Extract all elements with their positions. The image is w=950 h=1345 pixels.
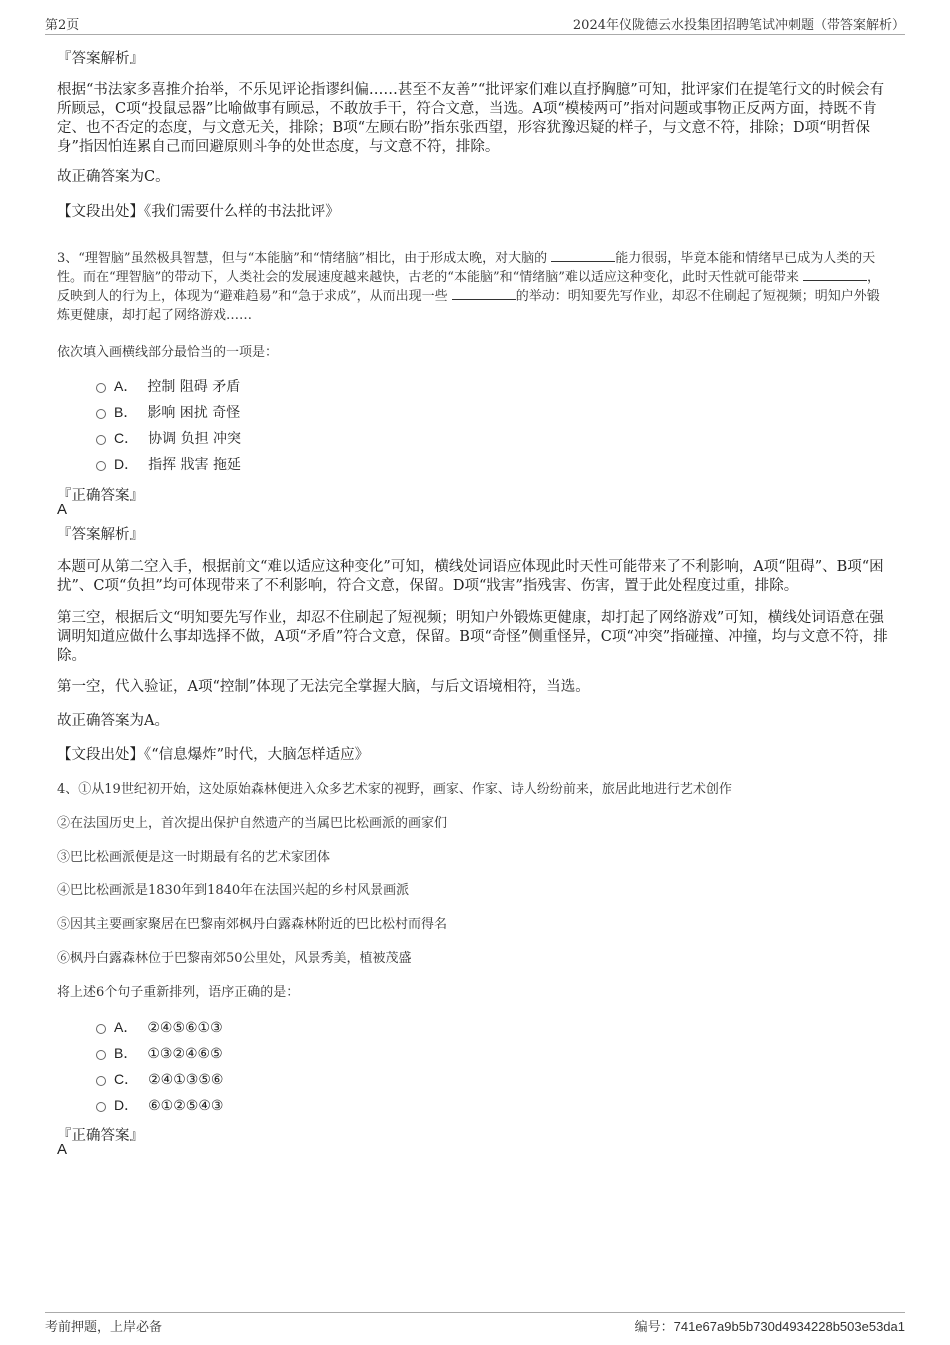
q3-analysis-p2: 第三空，根据后文“明知要先写作业，却忍不住刷起了短视频；明知户外锻炼更健康，却打起了网络游戏”可知，横线处词语意在强调明知道应做什么事却选择不做，A项“矛盾”符合文意，保留。B项“奇怪”侧重怪异，C项“冲突”指碰撞、冲撞，均与文意不符，排除。 xyxy=(57,610,888,664)
radio-icon[interactable] xyxy=(96,383,106,393)
q4-sentence-3: ③巴比松画派便是这一时期最有名的艺术家团体 xyxy=(57,850,331,865)
footer-code-label: 编号： xyxy=(634,1320,674,1335)
q3-source: 【文段出处】《“信息爆炸”时代，大脑怎样适应》 xyxy=(57,747,370,763)
q2-conclusion: 故正确答案为C。 xyxy=(57,169,170,185)
page-number: 第2页 xyxy=(45,18,80,33)
q3-stem-part-a: 3、“理智脑”虽然极具智慧，但与“本能脑”和“情绪脑”相比，由于形成太晚，对大脑的 xyxy=(57,251,548,266)
document-title: 2024年仪陇德云水投集团招聘笔试冲刺题（带答案解析） xyxy=(572,18,905,33)
q4-prompt: 将上述6个句子重新排列，语序正确的是： xyxy=(57,985,300,1000)
q4-option-b[interactable]: B． ①③②④⑥⑤ xyxy=(96,1044,223,1063)
footer-slogan: 考前押题，上岸必备 xyxy=(45,1320,163,1335)
q4-option-a[interactable]: A． ②④⑤⑥①③ xyxy=(96,1018,223,1037)
radio-icon[interactable] xyxy=(96,435,106,445)
q3-stem-part-c: ，反映到人的行为上，体现为“避难趋易”和“急于求成”，从而出现一些 xyxy=(57,270,881,304)
q2-analysis-label: 『答案解析』 xyxy=(57,51,144,67)
q3-blank-1 xyxy=(551,249,615,262)
q3-option-a[interactable]: A． 控制 阻碍 矛盾 xyxy=(96,377,240,396)
radio-icon[interactable] xyxy=(96,1050,106,1060)
q3-option-d[interactable]: D． 指挥 戕害 拖延 xyxy=(96,455,241,474)
q3-answer: A xyxy=(57,501,68,518)
q3-analysis-label: 『答案解析』 xyxy=(57,527,144,543)
q4-sentence-2: ②在法国历史上，首次提出保护自然遗产的当属巴比松画派的画家们 xyxy=(57,816,448,831)
radio-icon[interactable] xyxy=(96,1076,106,1086)
q3-option-b[interactable]: B． 影响 困扰 奇怪 xyxy=(96,403,240,422)
radio-icon[interactable] xyxy=(96,461,106,471)
q3-blank-3 xyxy=(452,287,516,300)
q3-analysis-p1: 本题可从第二空入手，根据前文“难以适应这种变化”可知，横线处词语应体现此时天性可能带来了不利影响，A项“阻碍”、B项“困扰”、C项“负担”均可体现带来了不利影响，符合文意，保留。D项“戕害”指残害、伤害，置于此处程度过重，排除。 xyxy=(57,559,884,594)
q4-answer: A xyxy=(57,1141,68,1158)
q4-sentence-4: ④巴比松画派是1830年到1840年在法国兴起的乡村风景画派 xyxy=(57,883,410,898)
q4-sentence-6: ⑥枫丹白露森林位于巴黎南郊50公里处，风景秀美，植被茂盛 xyxy=(57,951,412,966)
radio-icon[interactable] xyxy=(96,409,106,419)
footer-code-value: 741e67a9b5b730d4934228b503e53da1 xyxy=(673,1319,905,1334)
q3-answer-label: 『正确答案』 xyxy=(57,488,144,504)
q3-blank-2 xyxy=(803,268,867,281)
q2-source: 【文段出处】《我们需要什么样的书法批评》 xyxy=(57,204,340,220)
q3-analysis-p3: 第一空，代入验证，A项“控制”体现了无法完全掌握大脑，与后文语境相符，当选。 xyxy=(57,679,590,695)
q4-answer-label: 『正确答案』 xyxy=(57,1128,144,1144)
q4-option-c[interactable]: C． ②④①③⑤⑥ xyxy=(96,1070,223,1089)
q3-stem xyxy=(57,249,892,325)
footer-code xyxy=(635,1316,905,1335)
q3-stem-part-b: 能力很弱，毕竟本能和情绪早已成为人类的天性。而在“理智脑”的带动下，人类社会的发展速度越来越快，古老的“本能脑”和“情绪脑”难以适应这种变化，此时天性就可能带来 xyxy=(57,251,876,285)
radio-icon[interactable] xyxy=(96,1024,106,1034)
q3-stem-part-d: 的举动：明知要先写作业，却忍不住刷起了短视频；明知户外锻炼更健康，却打起了网络游戏…… xyxy=(57,289,880,323)
q3-conclusion: 故正确答案为A。 xyxy=(57,713,169,729)
q3-prompt: 依次填入画横线部分最恰当的一项是： xyxy=(57,345,279,360)
q4-sentence-1: 4、①从19世纪初开始，这处原始森林便进入众多艺术家的视野，画家、作家、诗人纷纷前来，旅居此地进行艺术创作 xyxy=(57,782,732,797)
q4-option-d[interactable]: D． ⑥①②⑤④③ xyxy=(96,1096,223,1115)
q3-option-c[interactable]: C． 协调 负担 冲突 xyxy=(96,429,241,448)
page-footer xyxy=(45,1312,905,1335)
radio-icon[interactable] xyxy=(96,1102,106,1112)
q4-sentence-5: ⑤因其主要画家聚居在巴黎南郊枫丹白露森林附近的巴比松村而得名 xyxy=(57,917,448,932)
q2-analysis-text: 根据“书法家多喜推介抬举，不乐见评论指谬纠偏……甚至不友善”“批评家们难以直抒胸臆”可知，批评家们在提笔行文的时候会有所顾忌，C项“投鼠忌器”比喻做事有顾忌，不敢放手干，符合文意，当选。A项“模棱两可”指对问题或事物正反两方面，持既不肯定、也不否定的态度，与文意无关，排除；B项“左顾右盼”指东张西望，形容犹豫迟疑的样子，与文意不符，排除；D项“明哲保身”指因怕连累自己而回避原则斗争的处世态度，与文意不符，排除。 xyxy=(57,82,885,155)
page-header xyxy=(45,14,905,35)
